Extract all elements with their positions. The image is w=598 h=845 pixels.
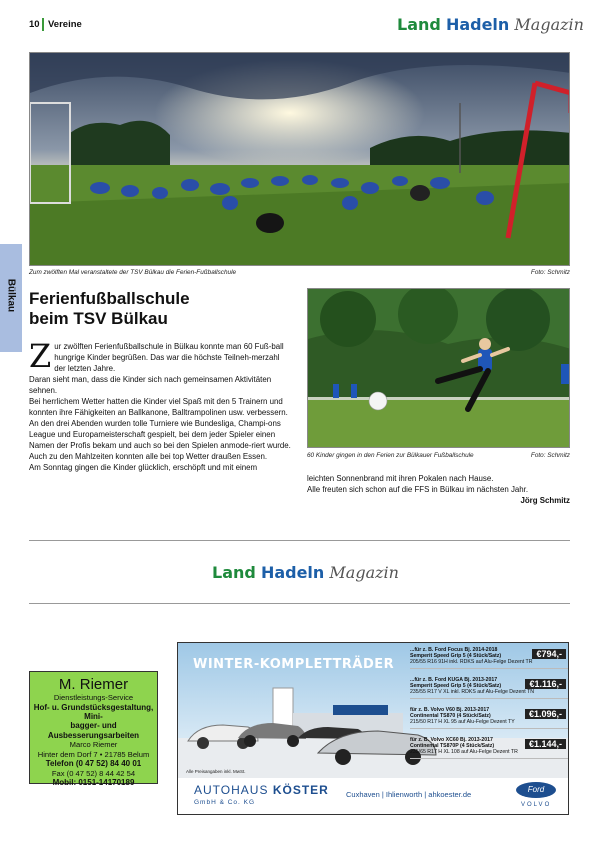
offer-line-2: Continental TS870 (4 Stück/Satz) bbox=[410, 713, 491, 720]
offer-price: €1.144,- bbox=[525, 739, 566, 749]
paragraph-7: leichten Sonnenbrand mit ihren Pokalen nach Hause. bbox=[307, 474, 494, 483]
offer-item bbox=[410, 647, 568, 669]
article-author: Jörg Schmitz bbox=[520, 496, 570, 505]
logo-part-hadeln: Hadeln bbox=[260, 563, 325, 582]
offer-line-1: ...für z. B. Ford Focus Bj. 2014-2018 bbox=[410, 647, 498, 653]
article-body-col2 bbox=[307, 473, 570, 506]
offer-price: €1.096,- bbox=[525, 709, 566, 719]
company-name bbox=[194, 783, 329, 797]
logo-part-land: Land bbox=[212, 563, 256, 582]
offer-item bbox=[410, 737, 568, 759]
team-photo bbox=[29, 52, 570, 266]
divider-bottom bbox=[29, 603, 570, 604]
photo1-caption: Zum zwölften Mal veranstaltete der TSV Bülkau die Ferien-Fußballschule bbox=[29, 269, 237, 276]
company-name-b: KÖSTER bbox=[272, 783, 329, 797]
offer-line-3: 215/50 R17 H XL 95 auf Alu-Felge Dezent TY bbox=[410, 719, 515, 726]
koester-ad bbox=[177, 642, 569, 815]
logo-part-land: Land bbox=[397, 15, 441, 34]
photo2-credit: Foto: Schmitz bbox=[530, 452, 570, 459]
offer-price: €794,- bbox=[532, 649, 566, 659]
offer-item bbox=[410, 707, 568, 729]
photo1-credit: Foto: Schmitz bbox=[530, 269, 570, 276]
riemer-ad bbox=[29, 671, 158, 788]
article-body-col1 bbox=[29, 337, 292, 473]
offer-line-3: 205/55 R16 91H inkl. RDKS auf Alu-Felge Dezent TR bbox=[410, 659, 533, 666]
offer-line-1: ...für z. B. Ford KUGA Bj. 2013-2017 bbox=[410, 677, 498, 683]
team-photo-image bbox=[30, 53, 570, 266]
paragraph-6: Am Sonntag gingen die Kinder glücklich, erschöpft und mit einem bbox=[29, 463, 258, 472]
riemer-name: M. Riemer bbox=[58, 676, 129, 693]
offer-line-1: für z. B. Volvo V60 Bj. 2013-2017 bbox=[410, 707, 490, 713]
riemer-line8: Mobil: 0151-14170189 bbox=[52, 778, 135, 788]
offer-line-3: 235/65 R17 H XL 108 auf Alu-Felge Dezent TR bbox=[410, 749, 518, 756]
offer-line-2: Semperit Speed Grip 5 (4 Stück/Satz) bbox=[410, 683, 502, 690]
riemer-line2: Hof- u. Grundstücksgestaltung, Mini- bbox=[33, 702, 154, 721]
riemer-line1: Dienstleistungs-Service bbox=[53, 693, 134, 702]
logo-part-magazin: Magazin bbox=[514, 15, 584, 34]
riemer-line4: Marco Riemer bbox=[69, 740, 118, 750]
magazine-logo bbox=[397, 15, 584, 34]
company-name-a: AUTOHAUS bbox=[194, 783, 269, 797]
riemer-line6: Telefon (0 47 52) 84 40 01 bbox=[45, 759, 142, 769]
offer-line-1: für z. B. Volvo XC60 Bj. 2013-2017 bbox=[410, 737, 493, 743]
kick-photo-image bbox=[308, 289, 570, 448]
paragraph-1 bbox=[29, 337, 292, 375]
koester-banner: WINTER-KOMPLETTRÄDER bbox=[193, 657, 395, 672]
offer-price: €1.116,- bbox=[525, 679, 566, 689]
offer-line-3: 235/55 R17 V XL inkl. RDKS auf Alu-Felge Dezent TN bbox=[410, 689, 534, 696]
paragraph-2: Daran sieht man, dass die Kinder sich nach gemeinsamen Aktivitäten sehnen. bbox=[29, 375, 272, 395]
paragraph-8: Alle freuten sich schon auf die FFS in Bülkau im nächsten Jahr. bbox=[307, 485, 529, 494]
dropcap: Z bbox=[29, 337, 52, 375]
company-locations: Cuxhaven | Ihlienworth | ahkoester.de bbox=[346, 790, 472, 799]
page-number: 10 bbox=[29, 19, 40, 30]
paragraph-1-text: ur zwölften Ferienfußballschule in Bülkau konnte man 60 Fuß-ball hungrige Kinder begrüßen. Das war die höchste Teilneh-merzahl der letzten Jahre. bbox=[54, 342, 284, 373]
headline-line-1: Ferienfußballschule bbox=[29, 289, 190, 308]
headline-line-2: beim TSV Bülkau bbox=[29, 309, 168, 328]
riemer-line3: bagger- und Ausbesserungsarbeiten bbox=[47, 721, 140, 740]
logo-part-magazin: Magazin bbox=[329, 563, 399, 582]
paragraph-5: Auch zu den Mahlzeiten konnten alle bei top Wetter draußen Essen. bbox=[29, 452, 268, 461]
magazine-logo-center bbox=[212, 563, 399, 582]
riemer-line5: Hinter dem Dorf 7 • 21785 Belum bbox=[37, 749, 150, 759]
offer-line-2: Continental TS870P (4 Stück/Satz) bbox=[410, 743, 495, 750]
section-title: Vereine bbox=[48, 19, 82, 30]
side-tab-label: Bülkau bbox=[5, 278, 17, 313]
paragraph-3: Bei herrlichem Wetter hatten die Kinder viel Spaß mit den 5 Trainern und konnten ihre Fähigkeiten an Ballkanone, Balltrampolinen usw. verbessern. bbox=[29, 397, 288, 417]
header-divider bbox=[42, 18, 44, 31]
logo-part-hadeln: Hadeln bbox=[445, 15, 510, 34]
company-sub: GmbH & Co. KG bbox=[194, 799, 256, 806]
kick-photo bbox=[307, 288, 570, 448]
article-headline bbox=[29, 289, 289, 329]
volvo-logo: VOLVO bbox=[521, 802, 552, 808]
paragraph-4: An den drei Abenden wurden tolle Turniere wie Bundesliga, Champi-ons League und Europameisterschaft gespielt, bei dem jeder Spieler einen Namen der Profis bekam und auch so bei den Spielen anmode-riert wurde. bbox=[29, 419, 291, 450]
koester-footer bbox=[178, 778, 569, 815]
offer-item bbox=[410, 677, 568, 699]
ford-logo: Ford bbox=[516, 782, 556, 798]
offer-line-2: Semperit Speed Grip 5 (4 Stück/Satz) bbox=[410, 653, 502, 660]
riemer-line7: Fax (0 47 52) 8 44 42 54 bbox=[51, 768, 136, 778]
photo2-caption: 60 Kinder gingen in den Ferien zur Bülkauer Fußballschule bbox=[307, 452, 474, 459]
price-disclaimer: Alle Preisangaben inkl. MwSt. bbox=[186, 769, 246, 774]
divider-top bbox=[29, 540, 570, 541]
